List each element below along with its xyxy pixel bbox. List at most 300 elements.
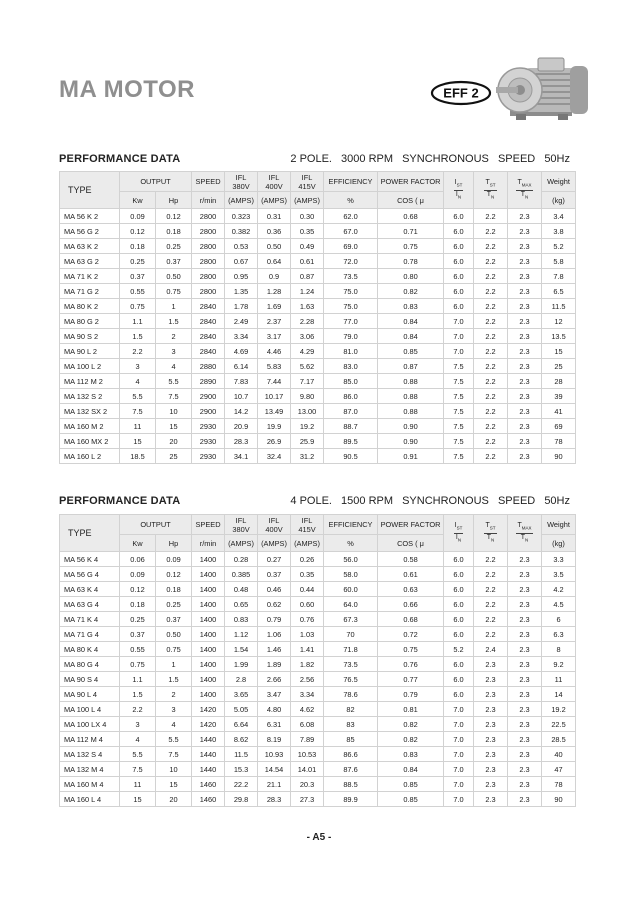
value-cell: 20 — [156, 792, 192, 807]
value-cell: 83.0 — [324, 359, 378, 374]
value-cell: 0.87 — [291, 269, 324, 284]
value-cell: 2.3 — [508, 762, 542, 777]
value-cell: 26.9 — [258, 434, 291, 449]
value-cell: 6.0 — [444, 552, 474, 567]
power-factor-header — [378, 172, 444, 192]
table-row — [60, 762, 576, 777]
value-cell: 11 — [542, 672, 576, 687]
value-cell: 2.3 — [508, 314, 542, 329]
value-cell: 0.48 — [225, 582, 258, 597]
rpm-value: 1500 RPM — [341, 495, 394, 507]
value-cell: 2.3 — [508, 672, 542, 687]
value-cell: 2.3 — [508, 612, 542, 627]
value-cell: 2.3 — [508, 299, 542, 314]
value-cell: 0.87 — [378, 359, 444, 374]
value-cell: 4.2 — [542, 582, 576, 597]
value-cell: 1440 — [192, 732, 225, 747]
value-cell: 0.66 — [378, 597, 444, 612]
value-cell: 0.82 — [378, 717, 444, 732]
value-cell: 2.3 — [508, 359, 542, 374]
motor-type-cell: MA 71 G 4 — [60, 627, 120, 642]
table-row — [60, 702, 576, 717]
section-title: PERFORMANCE DATA — [59, 153, 181, 165]
value-cell: 7.0 — [444, 732, 474, 747]
value-cell: 0.90 — [378, 434, 444, 449]
value-cell: 7.5 — [444, 374, 474, 389]
value-cell: 4.46 — [258, 344, 291, 359]
value-cell: 81.0 — [324, 344, 378, 359]
frequency-value: 50Hz — [544, 495, 570, 507]
table-row — [60, 687, 576, 702]
value-cell: 2930 — [192, 434, 225, 449]
value-cell: 4.69 — [225, 344, 258, 359]
value-cell: 7.83 — [225, 374, 258, 389]
motor-type-cell: MA 112 M 2 — [60, 374, 120, 389]
value-cell: 6.0 — [444, 269, 474, 284]
value-cell: 9.80 — [291, 389, 324, 404]
value-cell: 6.0 — [444, 209, 474, 224]
value-cell: 2.3 — [508, 732, 542, 747]
motor-type-cell: MA 160 MX 2 — [60, 434, 120, 449]
header-voltage: 400V — [265, 181, 283, 191]
value-cell: 0.18 — [156, 224, 192, 239]
value-cell: 13.5 — [542, 329, 576, 344]
unit-text: (kg) — [552, 195, 565, 205]
value-cell: 5.62 — [291, 359, 324, 374]
value-cell: 0.88 — [378, 389, 444, 404]
value-cell: 2.2 — [474, 314, 508, 329]
unit-symbol: μ — [419, 538, 424, 548]
value-cell: 69 — [542, 419, 576, 434]
value-cell: 1.5 — [156, 672, 192, 687]
type-header — [60, 515, 120, 552]
table-row — [60, 389, 576, 404]
pole-count: 2 POLE. — [290, 153, 332, 165]
motor-type-cell: MA 80 G 4 — [60, 657, 120, 672]
value-cell: 1.5 — [120, 687, 156, 702]
value-cell: 2.3 — [508, 792, 542, 807]
frequency-value: 50Hz — [544, 153, 570, 165]
performance-table-2-pole — [59, 171, 576, 464]
unit-text: (AMPS) — [294, 195, 320, 205]
value-cell: 90.5 — [324, 449, 378, 464]
value-cell: 6.0 — [444, 597, 474, 612]
value-cell: 2.3 — [474, 777, 508, 792]
value-cell: 5.2 — [444, 642, 474, 657]
value-cell: 3 — [120, 359, 156, 374]
symbol-letter: T — [517, 179, 522, 187]
value-cell: 2.3 — [474, 792, 508, 807]
value-cell: 0.09 — [156, 552, 192, 567]
value-cell: 0.37 — [258, 567, 291, 582]
value-cell: 0.50 — [258, 239, 291, 254]
value-cell: 85.0 — [324, 374, 378, 389]
amps-unit-header — [291, 535, 324, 552]
value-cell: 13.49 — [258, 404, 291, 419]
percent-unit-header — [324, 192, 378, 209]
value-cell: 0.62 — [258, 597, 291, 612]
output-header — [120, 515, 192, 535]
table-row — [60, 254, 576, 269]
motor-type-cell: MA 71 K 4 — [60, 612, 120, 627]
value-cell: 0.75 — [120, 299, 156, 314]
value-cell: 2.2 — [474, 404, 508, 419]
unit-text: (AMPS) — [261, 195, 287, 205]
value-cell: 6.3 — [542, 627, 576, 642]
value-cell: 0.71 — [378, 224, 444, 239]
table-row — [60, 329, 576, 344]
value-cell: 34.1 — [225, 449, 258, 464]
value-cell: 2.3 — [474, 762, 508, 777]
value-cell: 0.37 — [156, 254, 192, 269]
value-cell: 13.00 — [291, 404, 324, 419]
hp-unit-header — [156, 535, 192, 552]
value-cell: 5.8 — [542, 254, 576, 269]
symbol-subscript: N — [457, 536, 462, 542]
value-cell: 2 — [156, 329, 192, 344]
value-cell: 0.85 — [378, 792, 444, 807]
value-cell: 90 — [542, 449, 576, 464]
value-cell: 58.0 — [324, 567, 378, 582]
value-cell: 7.5 — [120, 404, 156, 419]
value-cell: 7.8 — [542, 269, 576, 284]
ist-in-header — [444, 172, 474, 209]
value-cell: 2 — [156, 687, 192, 702]
value-cell: 0.84 — [378, 329, 444, 344]
value-cell: 0.83 — [225, 612, 258, 627]
section-spec — [284, 153, 570, 165]
value-cell: 0.30 — [291, 209, 324, 224]
value-cell: 0.382 — [225, 224, 258, 239]
unit-text: (AMPS) — [294, 538, 320, 548]
table-row — [60, 209, 576, 224]
symbol-subscript: N — [491, 536, 495, 542]
motor-type-cell: MA 56 K 2 — [60, 209, 120, 224]
value-cell: 7.17 — [291, 374, 324, 389]
value-cell: 7.5 — [156, 389, 192, 404]
value-cell: 10.93 — [258, 747, 291, 762]
value-cell: 2.2 — [474, 284, 508, 299]
value-cell: 8 — [542, 642, 576, 657]
sync-label: SYNCHRONOUS — [402, 495, 489, 507]
value-cell: 1400 — [192, 672, 225, 687]
symbol-subscript: ST — [456, 182, 463, 188]
value-cell: 7.0 — [444, 762, 474, 777]
value-cell: 0.95 — [225, 269, 258, 284]
table-row — [60, 344, 576, 359]
ifl-415-header — [291, 172, 324, 192]
value-cell: 3.17 — [258, 329, 291, 344]
value-cell: 2.56 — [291, 672, 324, 687]
value-cell: 6.0 — [444, 672, 474, 687]
ist-over-in-symbol — [454, 179, 464, 201]
value-cell: 0.58 — [378, 552, 444, 567]
symbol-letter: I — [455, 533, 458, 541]
motor-type-cell: MA 56 K 4 — [60, 552, 120, 567]
symbol-subscript: N — [491, 193, 495, 199]
value-cell: 2.49 — [225, 314, 258, 329]
speed-header — [192, 515, 225, 535]
value-cell: 0.75 — [378, 239, 444, 254]
motor-type-cell: MA 160 M 4 — [60, 777, 120, 792]
value-cell: 7.0 — [444, 314, 474, 329]
value-cell: 0.80 — [378, 269, 444, 284]
value-cell: 14.54 — [258, 762, 291, 777]
value-cell: 2840 — [192, 314, 225, 329]
value-cell: 6.0 — [444, 657, 474, 672]
symbol-letter: T — [485, 522, 490, 530]
value-cell: 2840 — [192, 299, 225, 314]
ifl-380-header — [225, 172, 258, 192]
value-cell: 2.3 — [508, 434, 542, 449]
kg-unit-header — [542, 535, 576, 552]
value-cell: 1420 — [192, 702, 225, 717]
value-cell: 15.3 — [225, 762, 258, 777]
value-cell: 3 — [156, 344, 192, 359]
value-cell: 2.2 — [474, 239, 508, 254]
value-cell: 87.6 — [324, 762, 378, 777]
rpm-value: 3000 RPM — [341, 153, 394, 165]
value-cell: 2.3 — [474, 687, 508, 702]
value-cell: 0.82 — [378, 732, 444, 747]
value-cell: 0.26 — [291, 552, 324, 567]
value-cell: 7.0 — [444, 702, 474, 717]
value-cell: 1.99 — [225, 657, 258, 672]
motor-type-cell: MA 160 L 2 — [60, 449, 120, 464]
value-cell: 28 — [542, 374, 576, 389]
value-cell: 7.5 — [444, 419, 474, 434]
symbol-subscript: N — [525, 536, 529, 542]
motor-type-cell: MA 80 G 2 — [60, 314, 120, 329]
value-cell: 25.9 — [291, 434, 324, 449]
value-cell: 2800 — [192, 224, 225, 239]
value-cell: 6.0 — [444, 567, 474, 582]
value-cell: 1.78 — [225, 299, 258, 314]
symbol-letter: I — [455, 190, 458, 198]
value-cell: 2.3 — [508, 329, 542, 344]
value-cell: 0.79 — [378, 687, 444, 702]
value-cell: 78 — [542, 777, 576, 792]
symbol-subscript: N — [525, 193, 529, 199]
value-cell: 60.0 — [324, 582, 378, 597]
value-cell: 2.3 — [508, 552, 542, 567]
performance-table-4-pole — [59, 514, 576, 807]
unit-text: r/min — [199, 195, 217, 205]
value-cell: 11 — [120, 777, 156, 792]
tst-over-tn-symbol — [484, 522, 496, 544]
efficiency-header — [324, 172, 378, 192]
motor-type-cell: MA 80 K 4 — [60, 642, 120, 657]
cos-unit-header: COS ( μ — [378, 192, 444, 209]
value-cell: 2.3 — [508, 597, 542, 612]
value-cell: 0.35 — [291, 567, 324, 582]
value-cell: 2.3 — [508, 747, 542, 762]
motor-type-cell: MA 100 L 2 — [60, 359, 120, 374]
unit-text: % — [347, 538, 354, 548]
table-row — [60, 434, 576, 449]
header-text: OUTPUT — [140, 520, 171, 529]
value-cell: 1.35 — [225, 284, 258, 299]
eff-class-badge — [430, 80, 492, 106]
value-cell: 0.55 — [120, 284, 156, 299]
hp-unit-header — [156, 192, 192, 209]
value-cell: 2900 — [192, 389, 225, 404]
unit-text: (AMPS) — [261, 538, 287, 548]
amps-unit-header — [291, 192, 324, 209]
value-cell: 5.05 — [225, 702, 258, 717]
value-cell: 88.5 — [324, 777, 378, 792]
value-cell: 2800 — [192, 209, 225, 224]
value-cell: 88.7 — [324, 419, 378, 434]
value-cell: 2800 — [192, 239, 225, 254]
table-row — [60, 314, 576, 329]
header-text: IFL — [268, 515, 280, 525]
efficiency-header — [324, 515, 378, 535]
speed-header — [192, 172, 225, 192]
kw-unit-header — [120, 192, 156, 209]
value-cell: 1400 — [192, 597, 225, 612]
value-cell: 2.2 — [474, 597, 508, 612]
value-cell: 0.09 — [120, 209, 156, 224]
value-cell: 2.2 — [474, 627, 508, 642]
value-cell: 7.0 — [444, 329, 474, 344]
value-cell: 0.35 — [291, 224, 324, 239]
value-cell: 25 — [156, 449, 192, 464]
table-row — [60, 612, 576, 627]
value-cell: 1 — [156, 657, 192, 672]
value-cell: 78 — [542, 434, 576, 449]
value-cell: 19.2 — [291, 419, 324, 434]
value-cell: 0.76 — [378, 657, 444, 672]
value-cell: 2.2 — [474, 254, 508, 269]
value-cell: 20.3 — [291, 777, 324, 792]
value-cell: 7.44 — [258, 374, 291, 389]
value-cell: 82 — [324, 702, 378, 717]
value-cell: 11 — [120, 419, 156, 434]
value-cell: 2.2 — [474, 449, 508, 464]
value-cell: 0.37 — [120, 269, 156, 284]
value-cell: 2.3 — [508, 374, 542, 389]
value-cell: 2880 — [192, 359, 225, 374]
motor-type-cell: MA 160 L 4 — [60, 792, 120, 807]
sync-label: SYNCHRONOUS — [402, 153, 489, 165]
header-text: POWER FACTOR — [380, 177, 441, 186]
motor-type-cell: MA 112 M 4 — [60, 732, 120, 747]
value-cell: 10.53 — [291, 747, 324, 762]
value-cell: 2.3 — [508, 449, 542, 464]
value-cell: 3.34 — [291, 687, 324, 702]
value-cell: 1.06 — [258, 627, 291, 642]
value-cell: 2840 — [192, 344, 225, 359]
speed-label: SPEED — [497, 495, 536, 507]
value-cell: 3.3 — [542, 552, 576, 567]
value-cell: 2930 — [192, 449, 225, 464]
header-text: EFFICIENCY — [328, 177, 373, 186]
table-row — [60, 777, 576, 792]
value-cell: 1 — [156, 299, 192, 314]
value-cell: 85 — [324, 732, 378, 747]
table-row — [60, 224, 576, 239]
value-cell: 2.3 — [508, 642, 542, 657]
ifl-415-header — [291, 515, 324, 535]
value-cell: 2.3 — [508, 717, 542, 732]
value-cell: 10 — [156, 762, 192, 777]
value-cell: 2800 — [192, 269, 225, 284]
cos-unit-header: COS ( μ — [378, 535, 444, 552]
value-cell: 2890 — [192, 374, 225, 389]
type-header — [60, 172, 120, 209]
value-cell: 2.3 — [508, 687, 542, 702]
header-voltage: 380V — [232, 181, 250, 191]
value-cell: 2.2 — [120, 344, 156, 359]
value-cell: 87.0 — [324, 404, 378, 419]
value-cell: 2.3 — [474, 717, 508, 732]
value-cell: 0.12 — [156, 567, 192, 582]
value-cell: 0.31 — [258, 209, 291, 224]
value-cell: 1.03 — [291, 627, 324, 642]
table-row — [60, 239, 576, 254]
value-cell: 1.82 — [291, 657, 324, 672]
value-cell: 0.65 — [225, 597, 258, 612]
value-cell: 0.83 — [378, 747, 444, 762]
value-cell: 71.8 — [324, 642, 378, 657]
value-cell: 2.2 — [474, 552, 508, 567]
header-text: Weight — [547, 177, 570, 186]
value-cell: 0.75 — [120, 657, 156, 672]
kw-unit-header — [120, 535, 156, 552]
symbol-letter: I — [454, 179, 457, 187]
value-cell: 0.25 — [120, 254, 156, 269]
value-cell: 0.88 — [378, 374, 444, 389]
unit-text: COS — [397, 195, 414, 205]
table-row — [60, 747, 576, 762]
value-cell: 3.06 — [291, 329, 324, 344]
value-cell: 0.18 — [156, 582, 192, 597]
value-cell: 2.3 — [508, 702, 542, 717]
value-cell: 0.50 — [156, 627, 192, 642]
value-cell: 75.0 — [324, 299, 378, 314]
value-cell: 1.5 — [120, 329, 156, 344]
value-cell: 15 — [156, 777, 192, 792]
value-cell: 2.2 — [474, 329, 508, 344]
value-cell: 5.5 — [120, 389, 156, 404]
value-cell: 75.0 — [324, 284, 378, 299]
value-cell: 28.3 — [258, 792, 291, 807]
value-cell: 7.0 — [444, 747, 474, 762]
value-cell: 2.3 — [508, 269, 542, 284]
value-cell: 72.0 — [324, 254, 378, 269]
tmax-over-tn-symbol — [516, 179, 532, 201]
value-cell: 3 — [120, 717, 156, 732]
motor-type-cell: MA 63 K 4 — [60, 582, 120, 597]
value-cell: 0.323 — [225, 209, 258, 224]
motor-type-cell: MA 160 M 2 — [60, 419, 120, 434]
motor-type-cell: MA 71 G 2 — [60, 284, 120, 299]
value-cell: 1460 — [192, 777, 225, 792]
motor-type-cell: MA 80 K 2 — [60, 299, 120, 314]
section-title: PERFORMANCE DATA — [59, 495, 181, 507]
value-cell: 0.78 — [378, 254, 444, 269]
value-cell: 4.80 — [258, 702, 291, 717]
value-cell: 89.5 — [324, 434, 378, 449]
unit-text: Kw — [132, 538, 143, 548]
motor-type-cell: MA 132 S 4 — [60, 747, 120, 762]
value-cell: 2840 — [192, 329, 225, 344]
value-cell: 7.0 — [444, 792, 474, 807]
value-cell: 1400 — [192, 567, 225, 582]
value-cell: 78.6 — [324, 687, 378, 702]
value-cell: 1400 — [192, 627, 225, 642]
